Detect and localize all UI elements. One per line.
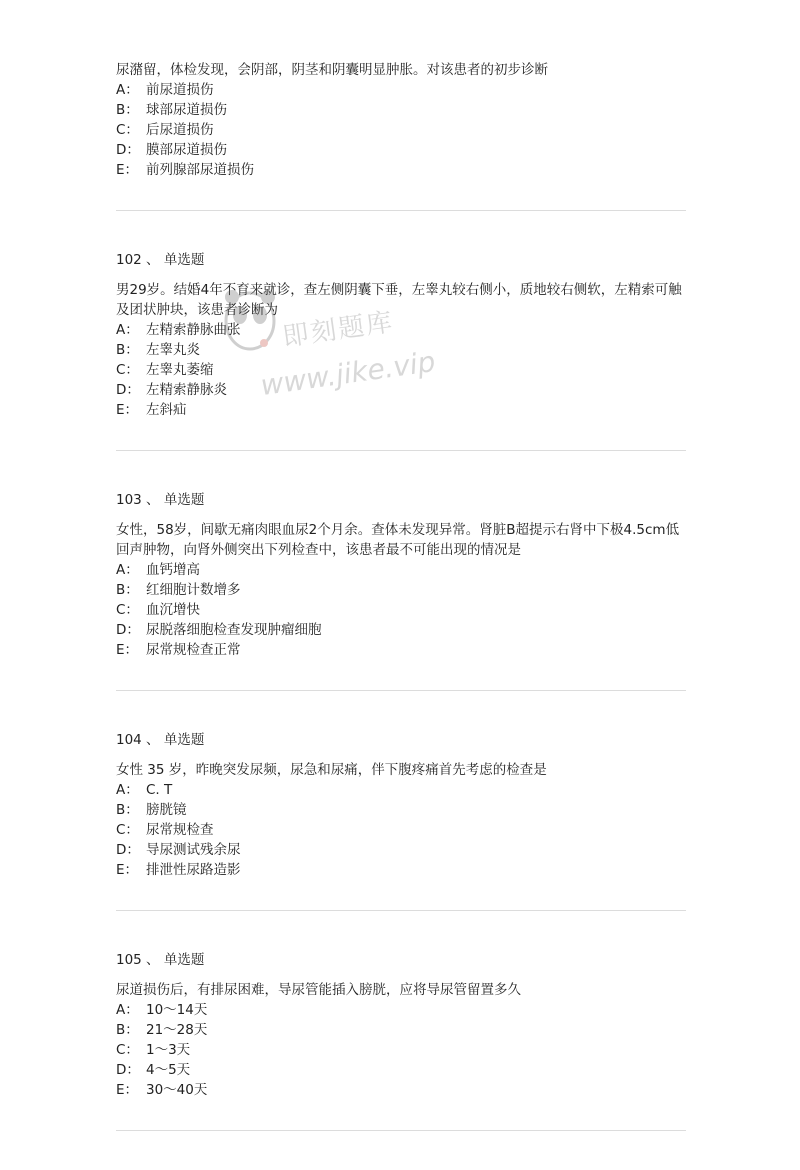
question-header: 104 、 单选题 <box>116 732 205 748</box>
option-key: C： <box>116 822 139 838</box>
option-d <box>116 840 686 860</box>
option-c <box>116 1040 686 1060</box>
option-key: B： <box>116 582 139 598</box>
option-c <box>116 600 686 620</box>
option-key: B： <box>116 342 139 358</box>
question-104 <box>116 730 686 911</box>
option-a <box>116 780 686 800</box>
option-text: 10～14天 <box>146 1002 208 1018</box>
option-text: 左精索静脉曲张 <box>146 322 241 338</box>
option-key: C： <box>116 602 139 618</box>
option-text: 左睾丸炎 <box>146 342 200 358</box>
option-text: 膀胱镜 <box>146 802 187 818</box>
option-text: 30～40天 <box>146 1082 208 1098</box>
option-key: E： <box>116 862 139 878</box>
option-key: D： <box>116 842 140 858</box>
option-c <box>116 120 686 140</box>
watermark-brand: 即刻题库 <box>280 307 396 353</box>
option-key: D： <box>116 142 140 158</box>
question-header: 105 、 单选题 <box>116 952 205 968</box>
question-stem: 尿潴留，体检发现，会阴部，阴茎和阴囊明显肿胀。对该患者的初步诊断 <box>116 62 548 78</box>
option-text: 膜部尿道损伤 <box>146 142 227 158</box>
option-key: E： <box>116 402 139 418</box>
question-stem: 女性，58岁，间歇无痛肉眼血尿2个月余。查体未发现异常。肾脏B超提示右肾中下极4.5cm低回声肿物，向肾外侧突出下列检查中，该患者最不可能出现的情况是 <box>116 522 680 558</box>
watermark-url: www.jike.vip <box>258 344 438 403</box>
option-text: 尿常规检查正常 <box>146 642 241 658</box>
question-stem: 尿道损伤后，有排尿困难，导尿管能插入膀胱，应将导尿管留置多久 <box>116 982 521 998</box>
option-text: 4～5天 <box>146 1062 191 1078</box>
option-text: 尿常规检查 <box>146 822 214 838</box>
option-d <box>116 1060 686 1080</box>
option-text: 导尿测试残余尿 <box>146 842 241 858</box>
option-d <box>116 380 686 400</box>
option-e <box>116 1080 686 1100</box>
option-key: B： <box>116 1022 139 1038</box>
option-text: 21～28天 <box>146 1022 208 1038</box>
option-b <box>116 1020 686 1040</box>
option-key: B： <box>116 802 139 818</box>
option-a <box>116 1000 686 1020</box>
option-b <box>116 340 686 360</box>
option-key: D： <box>116 1062 140 1078</box>
option-b <box>116 100 686 120</box>
option-d <box>116 620 686 640</box>
option-text: 血钙增高 <box>146 562 200 578</box>
option-text: 左精索静脉炎 <box>146 382 227 398</box>
option-key: C： <box>116 1042 139 1058</box>
option-text: 血沉增快 <box>146 602 200 618</box>
option-text: 1～3天 <box>146 1042 191 1058</box>
option-key: A： <box>116 782 139 798</box>
option-b <box>116 580 686 600</box>
option-text: 前尿道损伤 <box>146 82 214 98</box>
option-e <box>116 640 686 660</box>
option-text: 左斜疝 <box>146 402 187 418</box>
option-c <box>116 820 686 840</box>
option-a <box>116 560 686 580</box>
option-d <box>116 140 686 160</box>
option-key: B： <box>116 102 139 118</box>
option-key: E： <box>116 1082 139 1098</box>
option-text: 尿脱落细胞检查发现肿瘤细胞 <box>146 622 322 638</box>
option-key: A： <box>116 82 139 98</box>
option-text: 红细胞计数增多 <box>146 582 241 598</box>
question-stem: 男29岁。结婚4年不育来就诊，查左侧阴囊下垂，左睾丸较右侧小，质地较右侧软，左精索可触及团状肿块，该患者诊断为 <box>116 282 682 318</box>
option-key: E： <box>116 642 139 658</box>
option-e <box>116 860 686 880</box>
option-c <box>116 360 686 380</box>
option-text: 排泄性尿路造影 <box>146 862 241 878</box>
option-e <box>116 400 686 420</box>
question-stem: 女性 35 岁，昨晚突发尿频，尿急和尿痛，伴下腹疼痛首先考虑的检查是 <box>116 762 547 778</box>
question-102 <box>116 250 686 451</box>
option-key: A： <box>116 322 139 338</box>
option-key: C： <box>116 362 139 378</box>
option-key: D： <box>116 622 140 638</box>
option-e <box>116 160 686 180</box>
question-header: 102 、 单选题 <box>116 252 205 268</box>
question-105 <box>116 950 686 1131</box>
document-page <box>116 60 686 1170</box>
option-a <box>116 320 686 340</box>
option-key: E： <box>116 162 139 178</box>
question-101 <box>116 60 686 211</box>
option-key: D： <box>116 382 140 398</box>
option-key: A： <box>116 1002 139 1018</box>
option-text: 球部尿道损伤 <box>146 102 227 118</box>
question-header: 103 、 单选题 <box>116 492 205 508</box>
question-103 <box>116 490 686 691</box>
option-b <box>116 800 686 820</box>
option-key: A： <box>116 562 139 578</box>
option-text: C. T <box>146 782 173 798</box>
option-text: 后尿道损伤 <box>146 122 214 138</box>
option-text: 左睾丸萎缩 <box>146 362 214 378</box>
option-key: C： <box>116 122 139 138</box>
option-a <box>116 80 686 100</box>
option-text: 前列腺部尿道损伤 <box>146 162 254 178</box>
